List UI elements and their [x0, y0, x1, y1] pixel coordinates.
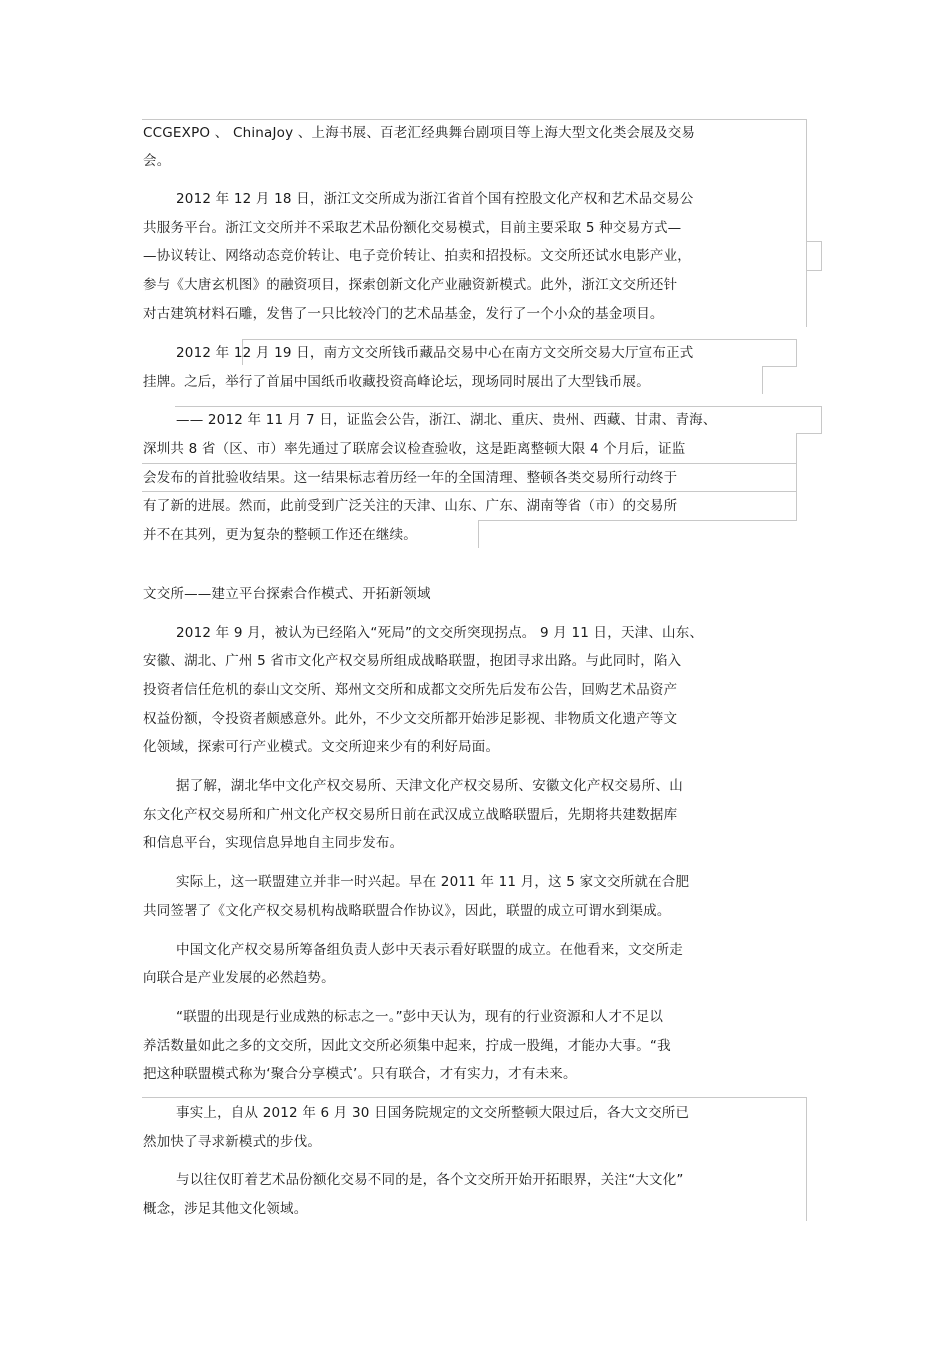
frame-line: [796, 433, 797, 520]
frame-line: [806, 119, 807, 327]
text-line: 挂牌。之后，举行了首届中国纸币收藏投资高峰论坛，现场同时展出了大型钱币展。: [143, 374, 650, 390]
text-line: —协议转让、网络动态竞价转让、电子竞价转让、拍卖和招投标。文交所还试水电影产业，: [143, 248, 691, 264]
text-line: 养活数量如此之多的文交所，因此文交所必须集中起来，拧成一股绳，才能办大事。“我: [143, 1038, 671, 1054]
text-line: 会发布的首批验收结果。这一结果标志着历经一年的全国清理、整顿各类交易所行动终于: [143, 470, 678, 486]
text-line: 2012 年 12 月 19 日，南方文交所钱币藏品交易中心在南方文交所交易大厅宣布正式: [176, 345, 694, 361]
text-line: 概念，涉足其他文化领域。: [143, 1201, 308, 1217]
frame-line: [821, 406, 822, 433]
text-line: 参与《大唐玄机图》的融资项目，探索创新文化产业融资新模式。此外，浙江文交所还针: [143, 277, 678, 293]
section-heading: 文交所——建立平台探索合作模式、开拓新领域: [143, 586, 431, 602]
frame-line: [142, 463, 797, 464]
frame-line: [478, 520, 797, 521]
frame-line: [142, 491, 797, 492]
text-line: 安徽、湖北、广州 5 省市文化产权交易所组成战略联盟，抱团寻求出路。与此同时，陷入: [143, 653, 682, 669]
text-line: CCGEXPO 、 ChinaJoy 、上海书展、百老汇经典舞台剧项目等上海大型文化类会展及交易: [143, 125, 696, 141]
text-line: —— 2012 年 11 月 7 日，证监会公告，浙江、湖北、重庆、贵州、西藏、甘肃、青海、: [176, 412, 717, 428]
frame-line: [806, 270, 822, 271]
text-line: 与以往仅盯着艺术品份额化交易不同的是，各个文交所开始开拓眼界，关注“大文化”: [176, 1172, 684, 1188]
text-line: 2012 年 12 月 18 日，浙江文交所成为浙江省首个国有控股文化产权和艺术品交易公: [176, 191, 694, 207]
text-line: 把这种联盟模式称为‘聚合分享模式’。只有联合，才有实力，才有未来。: [143, 1066, 577, 1082]
frame-line: [806, 241, 822, 242]
frame-line: [142, 1097, 807, 1098]
text-line: 实际上，这一联盟建立并非一时兴起。早在 2011 年 11 月，这 5 家文交所就在合肥: [176, 874, 690, 890]
text-line: 投资者信任危机的泰山文交所、郑州文交所和成都文交所先后发布公告，回购艺术品资产: [143, 682, 678, 698]
text-line: 然加快了寻求新模式的步伐。: [143, 1134, 322, 1150]
text-line: 共服务平台。浙江文交所并不采取艺术品份额化交易模式，目前主要采取 5 种交易方式—: [143, 220, 682, 236]
text-line: 化领域，探索可行产业模式。文交所迎来少有的利好局面。: [143, 739, 500, 755]
frame-line: [242, 339, 797, 340]
text-line: 中国文化产权交易所筹备组负责人彭中天表示看好联盟的成立。在他看来，文交所走: [176, 942, 683, 958]
frame-line: [478, 520, 479, 548]
text-line: 共同签署了《文化产权交易机构战略联盟合作协议》，因此，联盟的成立可谓水到渠成。: [143, 903, 671, 919]
frame-line: [762, 366, 763, 394]
text-line: 据了解，湖北华中文化产权交易所、天津文化产权交易所、安徽文化产权交易所、山: [176, 778, 683, 794]
text-line: “联盟的出现是行业成熟的标志之一。”彭中天认为，现有的行业资源和人才不足以: [176, 1009, 664, 1025]
text-line: 深圳共 8 省（区、市）率先通过了联席会议检查验收，这是距离整顿大限 4 个月后，证监: [143, 441, 686, 457]
frame-line: [762, 366, 797, 367]
text-line: 对古建筑材料石雕，发售了一只比较冷门的艺术品基金，发行了一个小众的基金项目。: [143, 306, 664, 322]
text-line: 和信息平台，实现信息异地自主同步发布。: [143, 835, 404, 851]
text-line: 东文化产权交易所和广州文化产权交易所日前在武汉成立战略联盟后，先期将共建数据库: [143, 807, 678, 823]
text-line: 会。: [143, 153, 171, 169]
text-line: 向联合是产业发展的必然趋势。: [143, 970, 335, 986]
text-line: 事实上，自从 2012 年 6 月 30 日国务院规定的文交所整顿大限过后，各大文交所已: [176, 1105, 690, 1121]
frame-line: [821, 241, 822, 270]
frame-line: [806, 1097, 807, 1221]
frame-line: [142, 119, 807, 120]
text-line: 2012 年 9 月，被认为已经陷入“死局”的文交所突现拐点。 9 月 11 日，天津、山东、: [176, 625, 704, 641]
text-line: 权益份额，令投资者颇感意外。此外，不少文交所都开始涉足影视、非物质文化遗产等文: [143, 711, 678, 727]
frame-line: [175, 406, 822, 407]
text-line: 并不在其列，更为复杂的整顿工作还在继续。: [143, 527, 417, 543]
text-line: 有了新的进展。然而，此前受到广泛关注的天津、山东、广东、湖南等省（市）的交易所: [143, 498, 678, 514]
frame-line: [796, 339, 797, 366]
frame-line: [796, 433, 822, 434]
